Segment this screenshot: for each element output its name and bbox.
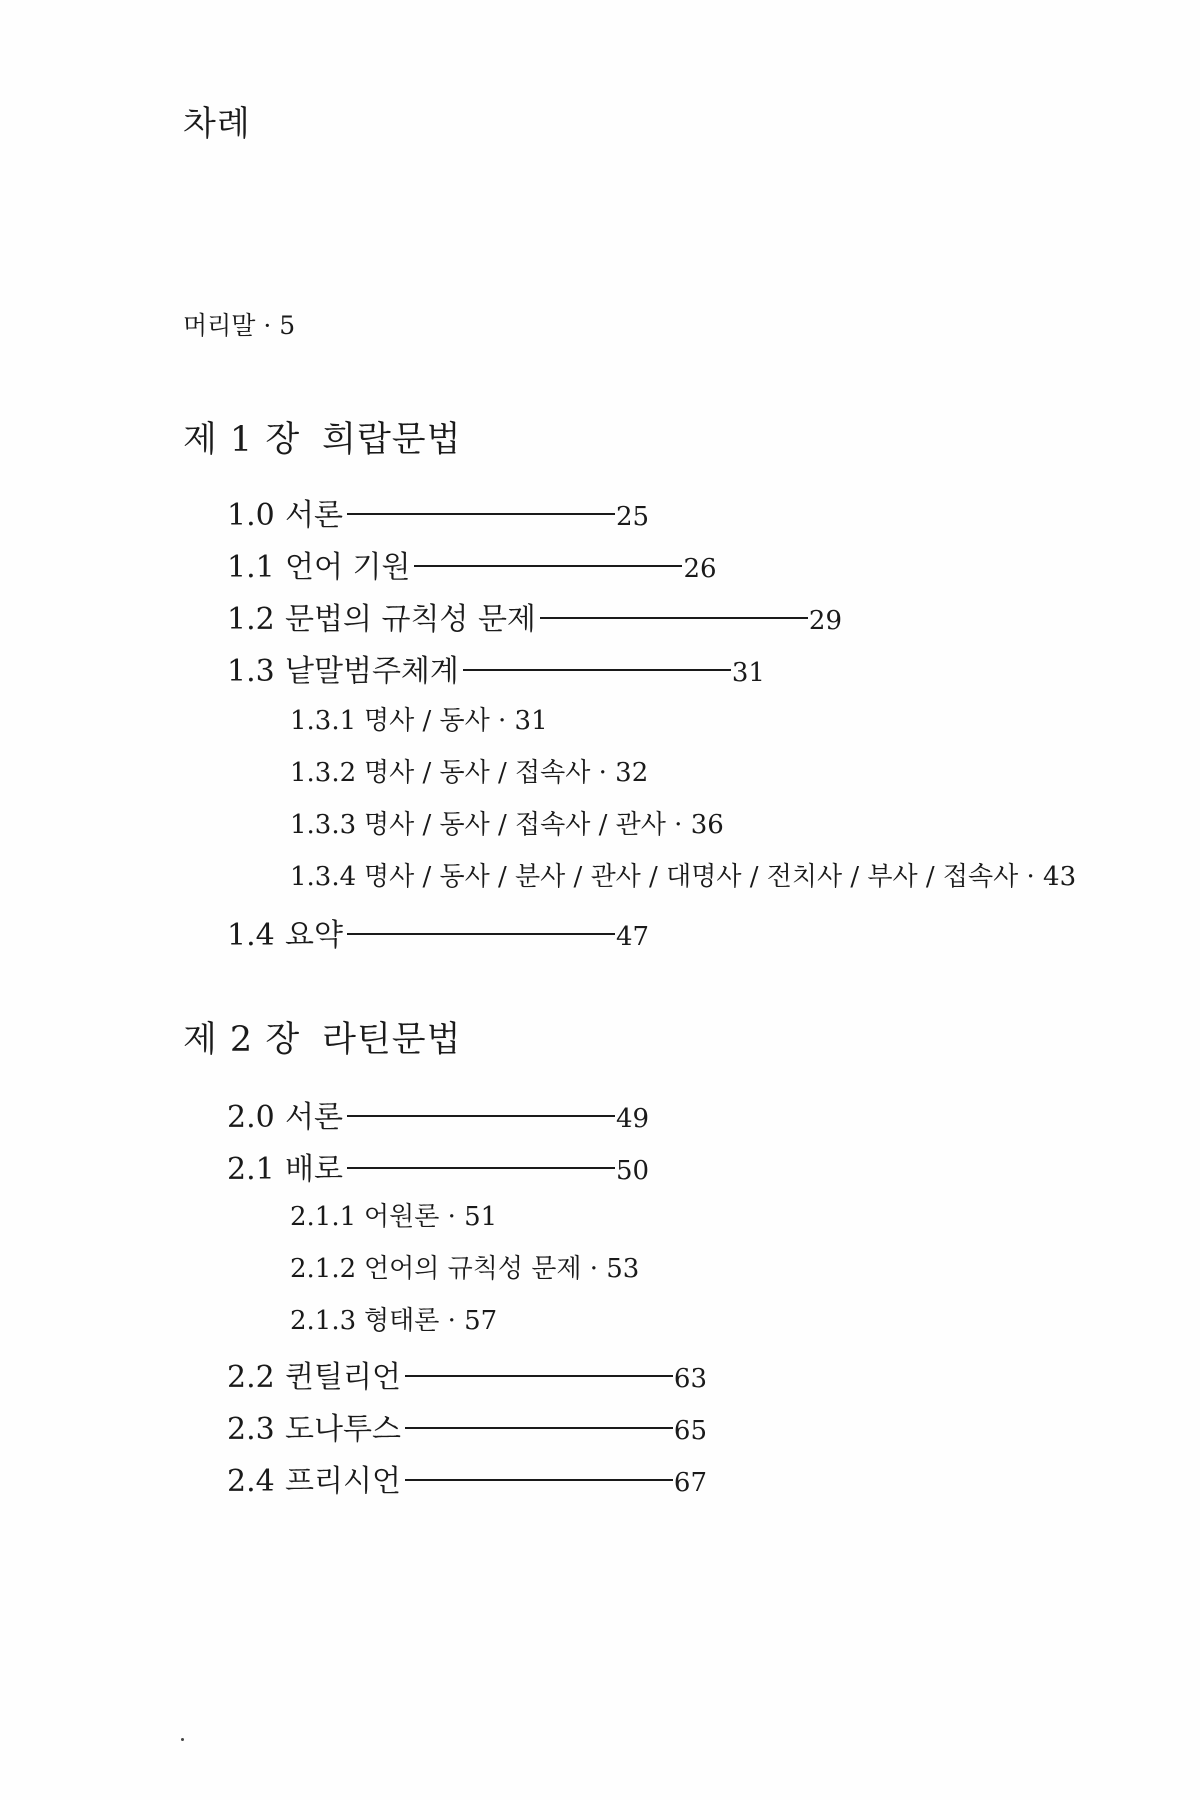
toc-subentry[interactable] — [290, 700, 548, 737]
section-title: 언어 기원 — [285, 550, 411, 585]
chapter-title: 라틴문법 — [322, 1020, 462, 1060]
dot-leader — [540, 617, 808, 619]
toc-subentry[interactable] — [290, 1196, 497, 1233]
chapter-number: 제 1 장 — [183, 420, 301, 460]
page-number: 67 — [673, 1468, 708, 1498]
toc-subentry[interactable] — [290, 1248, 639, 1285]
subsection-number: 1.3.4 — [290, 862, 357, 892]
dot-leader — [347, 933, 615, 935]
chapter-heading — [183, 412, 461, 462]
toc-subentry[interactable] — [290, 1300, 497, 1337]
page-number: 31 — [731, 658, 765, 688]
toc-entry[interactable] — [227, 1404, 707, 1448]
subsection-number: 2.1.3 — [290, 1306, 357, 1336]
page-number: 63 — [673, 1364, 708, 1394]
section-title: 도나투스 — [285, 1412, 401, 1447]
page-number: 49 — [615, 1104, 650, 1134]
subsection-title: 언어의 규칙성 문제 · 53 — [364, 1254, 640, 1284]
toc-entry[interactable] — [227, 542, 717, 586]
dot-leader — [347, 1167, 615, 1169]
toc-entry[interactable] — [227, 910, 649, 954]
chapter-number: 제 2 장 — [183, 1020, 301, 1060]
subsection-number: 2.1.1 — [290, 1202, 357, 1232]
page-number: 25 — [615, 502, 650, 532]
section-title: 낱말범주체계 — [285, 654, 459, 689]
page-number: 50 — [615, 1156, 650, 1186]
section-number: 2.4 — [227, 1464, 275, 1499]
page-number: 47 — [615, 922, 650, 952]
dot-leader — [405, 1427, 673, 1429]
toc-subentry[interactable] — [290, 856, 1076, 893]
toc-entry[interactable] — [227, 1456, 707, 1500]
dot-leader — [463, 669, 731, 671]
dot-leader — [347, 1115, 615, 1117]
preface-entry[interactable]: 머리말 · 5 — [183, 311, 296, 340]
dot-leader — [405, 1479, 673, 1481]
dot-leader — [405, 1375, 673, 1377]
section-number: 1.4 — [227, 918, 275, 953]
toc-subentry[interactable] — [290, 752, 648, 789]
section-title: 퀸틸리언 — [285, 1360, 401, 1395]
dot-leader — [414, 565, 682, 567]
section-number: 1.3 — [227, 654, 275, 689]
subsection-number: 1.3.1 — [290, 706, 357, 736]
subsection-title: 어원론 · 51 — [364, 1202, 498, 1232]
subsection-title: 명사 / 동사 / 접속사 / 관사 · 36 — [364, 810, 724, 840]
chapter-heading — [183, 1012, 461, 1062]
toc-entry[interactable] — [227, 490, 649, 534]
section-number: 2.0 — [227, 1100, 275, 1135]
page-number: 65 — [673, 1416, 708, 1446]
page-speck — [181, 1738, 184, 1741]
subsection-title: 명사 / 동사 / 분사 / 관사 / 대명사 / 전치사 / 부사 / 접속사 · 43 — [364, 862, 1077, 892]
subsection-number: 2.1.2 — [290, 1254, 357, 1284]
section-number: 1.1 — [227, 550, 275, 585]
subsection-number: 1.3.3 — [290, 810, 357, 840]
section-number: 2.3 — [227, 1412, 275, 1447]
toc-subentry[interactable] — [290, 804, 724, 841]
chapter-title: 희랍문법 — [322, 420, 462, 460]
toc-entry[interactable] — [227, 1352, 707, 1396]
toc-entry[interactable] — [227, 1144, 649, 1188]
subsection-number: 1.3.2 — [290, 758, 357, 788]
subsection-title: 명사 / 동사 · 31 — [364, 706, 548, 736]
subsection-title: 형태론 · 57 — [364, 1306, 498, 1336]
toc-entry[interactable] — [227, 646, 765, 690]
section-title: 서론 — [285, 498, 343, 533]
section-title: 프리시언 — [285, 1464, 401, 1499]
page-title: 차례 — [183, 104, 251, 144]
section-number: 2.2 — [227, 1360, 275, 1395]
section-title: 서론 — [285, 1100, 343, 1135]
page-number: 26 — [683, 554, 717, 584]
section-number: 1.2 — [227, 602, 275, 637]
section-title: 요약 — [285, 918, 343, 953]
section-title: 배로 — [285, 1152, 343, 1187]
section-number: 2.1 — [227, 1152, 275, 1187]
page-number: 29 — [808, 606, 843, 636]
subsection-title: 명사 / 동사 / 접속사 · 32 — [364, 758, 649, 788]
toc-entry[interactable] — [227, 1092, 649, 1136]
dot-leader — [347, 513, 615, 515]
section-title: 문법의 규칙성 문제 — [285, 602, 536, 637]
section-number: 1.0 — [227, 498, 275, 533]
toc-entry[interactable] — [227, 594, 842, 638]
